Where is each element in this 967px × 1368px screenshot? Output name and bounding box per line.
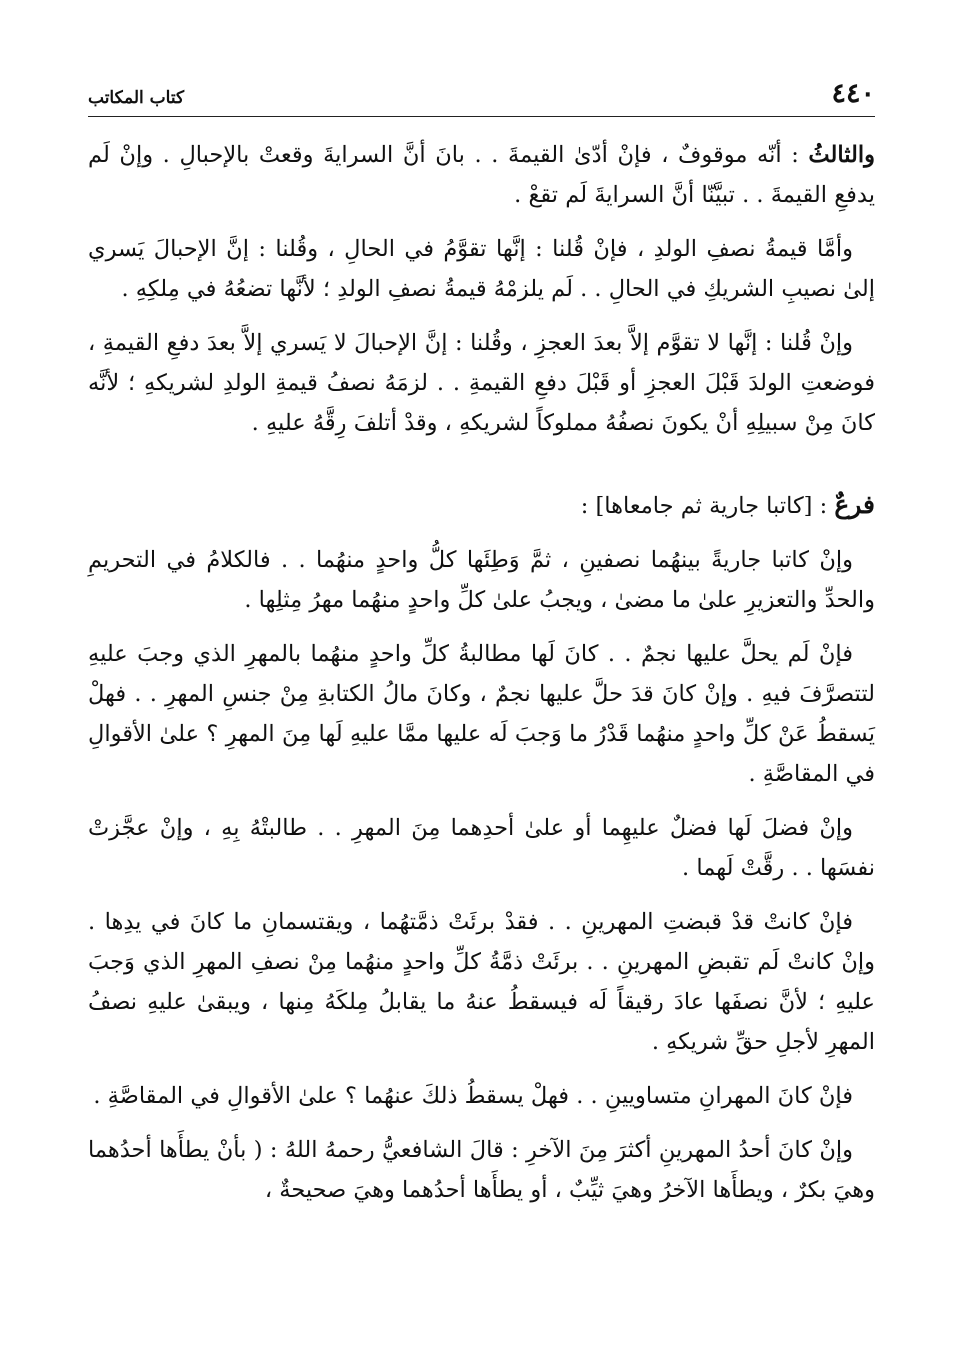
paragraph: وإنْ فضلَ لَها فضلٌ عليهِما أو علىٰ أحدِهما مِنَ المهرِ . . طالبتْهُ بِهِ ، وإنْ عجَّزتْ نفسَها . . رقَّتْ لَهما . [88,815,875,881]
section-title: : [كاتبا جارية ثم جامعاها] : [580,493,835,519]
page-header [88,70,875,117]
paragraph: فإنْ كانَ المهرانِ متساويينِ . . فهلْ يسقطُ ذلكَ عنهُما ؟ علىٰ الأقوالِ في المقاصَّةِ . [93,1083,853,1109]
section-label: فرعٌ [834,490,875,519]
page-content [88,135,875,1210]
paragraph: وإنْ كانَ أحدُ المهرينِ أكثرَ مِنَ الآخرِ : قالَ الشافعيُّ رحمهُ اللهُ : ( بأنْ يطأَها أحدُهما وهيَ بكرٌ ، ويطأَها الآخرُ وهيَ ثيِّبٌ ، أو يطأَها أحدُهما وهيَ صحيحةٌ ، [88,1137,875,1203]
paragraph-text: وأمَّا قيمةُ نصفِ الولدِ ، فإنْ قُلنا : إنَّها تقوَّمُ في الحالِ ، وقُلنا : إنَّ الإحبالَ يَسري إلىٰ نصيبِ الشريكِ في الحالِ . . لَم يلزمْهُ قيمةُ نصفِ الولدِ ؛ لأنَّها تضعُهُ في مِلكِهِ . [88,236,875,302]
paragraph-text: وإنْ قُلنا : إنَّها لا تقوَّم إلاَّ بعدَ العجزِ ، وقُلنا : إنَّ الإحبالَ لا يَسري إلاَّ بعدَ دفعِ القيمةِ ، فوضعتِ الولدَ قَبْلَ العجزِ أو قَبْلَ دفعِ القيمةِ . . لزمَهُ نصفُ قيمةِ الولدِ لشريكهِ ؛ لأنَّه كانَ مِنْ سبيلِهِ أنْ يكونَ نصفُهُ مملوكاً لشريكهِ ، وقدْ أتلفَ رِقَّهُ عليهِ . [88,330,875,436]
section-heading [88,485,875,526]
running-title: كتاب المكاتب [88,88,185,108]
paragraph [88,229,875,309]
paragraph-text: : أنّه موقوفٌ ، فإنْ أدّىٰ القيمةَ . . بانَ أنَّ السرايةَ وقعتْ بالإحبالِ . وإنْ لَم يدفعِ القيمةَ . . تبيَّنّا أنَّ السرايةَ لَم تقعْ . [88,142,875,208]
paragraph: وإنْ كاتبا جاريةً بينهُما نصفينِ ، ثمَّ وَطِئَها كلُّ واحدٍ منهُما . . فالكلامُ في التحريمِ والحدِّ والتعزيرِ علىٰ ما مضىٰ ، ويجبُ علىٰ كلِّ واحدٍ منهُما مهرُ مِثلِها . [88,547,875,613]
paragraph: فإنْ لَم يحلَّ عليها نجمٌ . . كانَ لَها مطالبةُ كلِّ واحدٍ منهُما بالمهرِ الذي وجبَ عليهِ لتتصرَّفَ فيهِ . وإنْ كانَ قدَ حلَّ عليها نجمٌ ، وكانَ مالُ الكتابةِ مِنْ جنسِ المهرِ . . فهلْ يَسقطُ عَنْ كلِّ واحدٍ منهُما قَدْرُ ما وَجبَ لَه عليها ممَّا عليهِ لَها مِنَ المهرِ ؟ علىٰ الأقوالِ في المقاصَّةِ . [88,641,875,787]
page-number: ٤٤٠ [831,78,875,109]
paragraph [88,323,875,443]
paragraph: فإنْ كانتْ قدْ قبضتِ المهرينِ . . فقدْ برئَتْ ذمَّتهُما ، ويقتسمانِ ما كانَ في يدِها . وإنْ كانتْ لَم تقبضِ المهرينِ . . برئَتْ ذمَّةُ كلِّ واحدٍ منهُما مِنْ نصفِ المهرِ الذي وَجبَ عليهِ ؛ لأنَّ نصفَها عادَ رقيقاً لَه فيسقطُ عنهُ ما يقابلُ مِلكَهُ مِنها ، ويبقىٰ عليهِ نصفُ المهرِ لأجلِ حقِّ شريكهِ . [88,909,875,1055]
paragraph-lead: والثالثُ [808,142,875,168]
paragraph [88,135,875,215]
book-page [88,70,875,1328]
